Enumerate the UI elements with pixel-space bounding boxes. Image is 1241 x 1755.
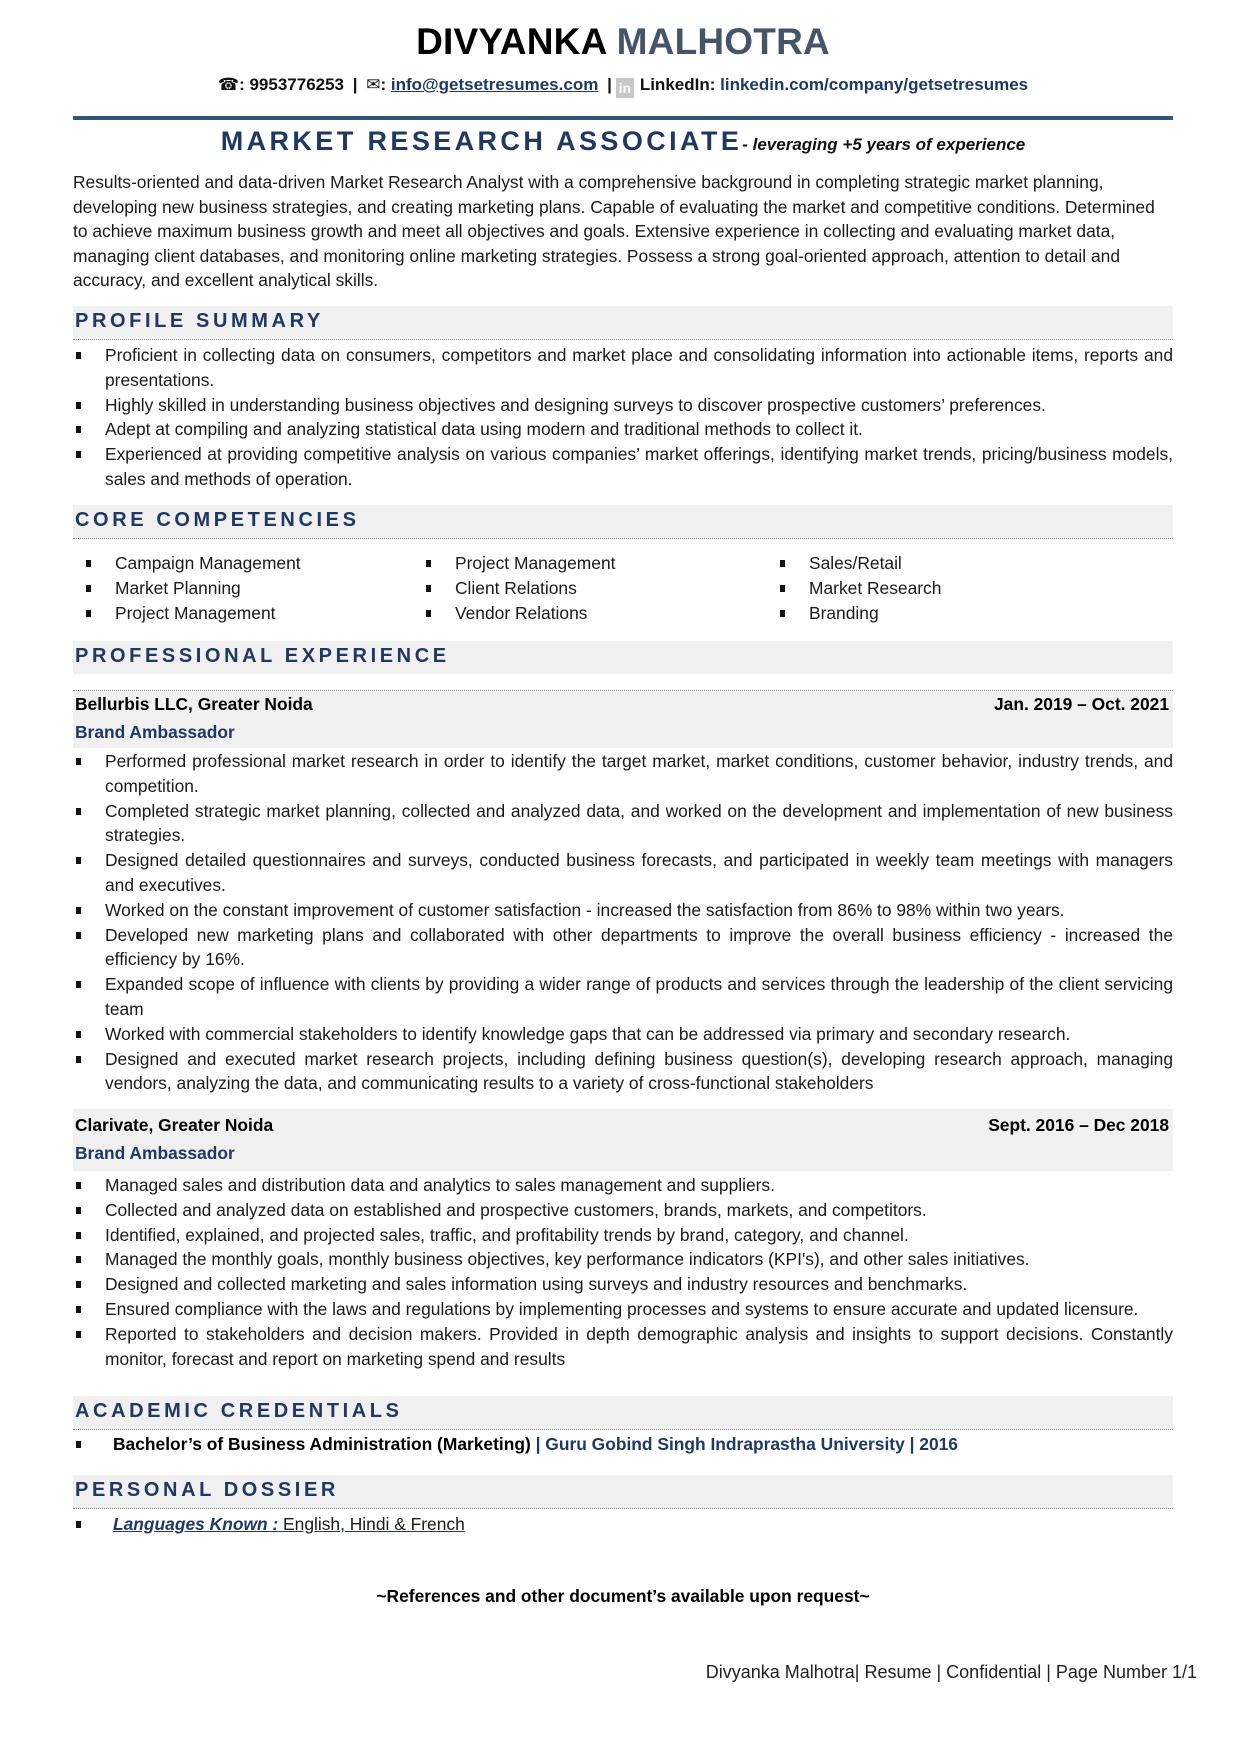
separator: | [352,75,358,94]
first-name: DIVYANKA [416,21,607,62]
company-name: Clarivate, Greater Noida [75,1115,274,1135]
header-divider [73,116,1173,120]
list-item: Designed and executed market research projects, including defining business question(s), developing research approach, managing vendors, analyzing the data, and communicating results to a variety of cross-functional stakeholders [73,1047,1173,1097]
list-item: Market Planning [83,576,301,601]
candidate-name [73,16,1173,68]
list-item: Expanded scope of influence with clients by providing a wider range of products and services through the leadership of the client servicing team [73,972,1173,1022]
list-item: Project Management [83,601,301,626]
references-note: ~References and other document’s available upon request~ [376,1586,870,1606]
intro-paragraph: Results-oriented and data-driven Market Research Analyst with a comprehensive background in completing strategic market planning, developing new business strategies, and creating marketing plans. Capable of evaluating the market and competitive conditions. Determined to achieve maximum business growth and meet all objectives and goals. Extensive experience in collecting and evaluating market data, managing client databases, and monitoring online marketing strategies. Possess a strong goal-oriented approach, attention to detail and accuracy, and excellent analytical skills. [73,172,1155,291]
role-title: MARKET RESEARCH ASSOCIATE [220,126,743,156]
linkedin-label: LinkedIn: [639,75,716,94]
list-item: Adept at compiling and analyzing statistical data using modern and traditional methods to collect it. [73,417,1173,442]
separator: | [607,75,612,94]
list-item: Client Relations [423,576,615,601]
list-item: Managed the monthly goals, monthly business objectives, key performance indicators (KPI's), and other sales initiatives. [73,1247,1173,1272]
section-header-professional-experience: PROFESSIONAL EXPERIENCE [73,641,1173,674]
job-1-bullets [73,749,1173,1096]
list-item: Designed detailed questionnaires and surveys, conducted business forecasts, and participated in weekly team meetings with managers and executives. [73,848,1173,898]
job-header-2 [73,1109,1173,1171]
list-item: Collected and analyzed data on established and prospective customers, brands, markets, and competitors. [73,1198,1173,1223]
profile-summary-list [73,343,1173,492]
job-title: Brand Ambassador [75,1143,235,1163]
list-item: Experienced at providing competitive analysis on various companies’ market offerings, identifying market trends, pricing/business models, sales and methods of operation. [73,442,1173,492]
list-item: Campaign Management [83,551,301,576]
section-divider [73,690,1173,691]
list-item: Project Management [423,551,615,576]
job-2-bullets [73,1173,1173,1371]
list-item: Vendor Relations [423,601,615,626]
linkedin-icon: in [616,78,634,98]
list-item: Proficient in collecting data on consumers, competitors and market place and consolidating information into actionable items, reports and presentations. [73,343,1173,393]
company-name: Bellurbis LLC, Greater Noida [75,694,313,714]
headline [73,126,1173,157]
list-item: Market Research [777,576,941,601]
contact-line: ☎: 9953776253 | ✉: info@getsetresumes.com | in LinkedIn: linkedin.com/company/getsetresumes [73,72,1173,98]
page-footer: Divyanka Malhotra| Resume | Confidential | Page Number 1/1 [705,1662,1197,1682]
list-item: Performed professional market research in order to identify the target market, market conditions, customer behavior, industry trends, and competition. [73,749,1173,799]
envelope-icon: ✉ [366,75,381,94]
list-item: Completed strategic market planning, collected and analyzed data, and worked on the development and implementation of new business strategies. [73,799,1173,849]
phone-number: 9953776253 [249,75,345,94]
phone-icon: ☎ [217,75,240,94]
list-item: Reported to stakeholders and decision makers. Provided in depth demographic analysis and insights to support decisions. Constantly monitor, forecast and report on marketing spend and results [73,1322,1173,1372]
list-item: Highly skilled in understanding business objectives and designing surveys to discover prospective customers’ preferences. [73,393,1173,418]
list-item: Worked with commercial stakeholders to identify knowledge gaps that can be addressed via primary and secondary research. [73,1022,1173,1047]
job-title: Brand Ambassador [75,722,235,742]
list-item: Managed sales and distribution data and analytics to sales management and suppliers. [73,1173,1173,1198]
job-dates: Jan. 2019 – Oct. 2021 [994,694,1169,714]
job-header-1 [73,692,1173,748]
email-link[interactable]: info@getsetresumes.com [390,75,599,94]
list-item: Designed and collected marketing and sales information using surveys and industry resources and benchmarks. [73,1272,1173,1297]
list-item: Worked on the constant improvement of customer satisfaction - increased the satisfaction from 86% to 98% within two years. [73,898,1173,923]
linkedin-link[interactable]: linkedin.com/company/getsetresumes [720,75,1029,94]
job-dates: Sept. 2016 – Dec 2018 [988,1115,1169,1135]
section-header-academic-credentials: ACADEMIC CREDENTIALS [73,1396,1173,1430]
competency-column-1 [83,551,301,625]
list-item: Sales/Retail [777,551,941,576]
university: | Guru Gobind Singh Indraprastha University | 2016 [530,1434,958,1454]
section-header-core-competencies: CORE COMPETENCIES [73,505,1173,539]
section-header-personal-dossier: PERSONAL DOSSIER [73,1475,1173,1509]
section-header-profile-summary: PROFILE SUMMARY [73,306,1173,340]
languages-value: English, Hindi & French [278,1514,465,1534]
role-subtitle: - leveraging +5 years of experience [742,135,1026,154]
languages-label: Languages Known : [113,1514,279,1534]
list-item: Branding [777,601,941,626]
competency-column-3 [777,551,941,625]
list-item: Identified, explained, and projected sales, traffic, and profitability trends by brand, category, and channel. [73,1223,1173,1248]
list-item: Ensured compliance with the laws and regulations by implementing processes and systems to ensure accurate and updated licensure. [73,1297,1173,1322]
list-item: Developed new marketing plans and collaborated with other departments to improve the overall business efficiency - increased the efficiency by 16%. [73,923,1173,973]
degree: Bachelor’s of Business Administration (Marketing) [113,1434,531,1454]
last-name: MALHOTRA [616,21,830,62]
competency-column-2 [423,551,615,625]
